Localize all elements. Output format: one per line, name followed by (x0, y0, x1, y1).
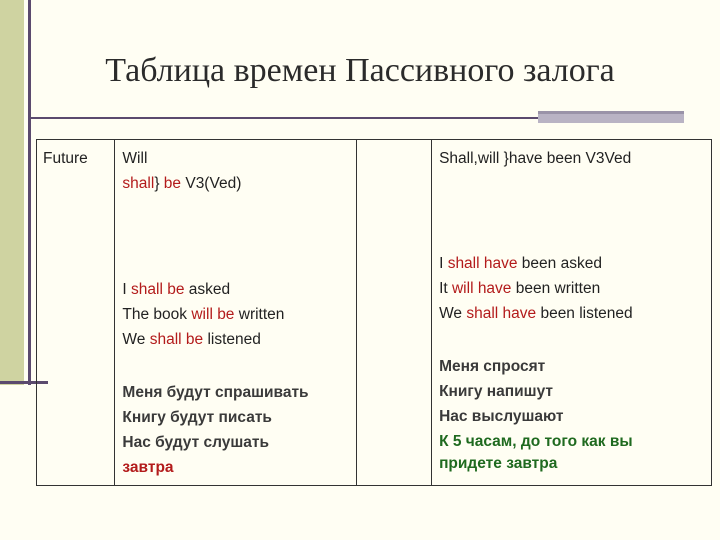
perfect-russian: Книгу напишут (439, 383, 553, 400)
perfect-cell (432, 140, 712, 486)
perfect-example: I shall have been asked (439, 255, 602, 272)
decor-title-underline (28, 117, 538, 119)
simple-formula-line1: Will (122, 150, 148, 167)
simple-cell (115, 140, 356, 486)
tense-cell (37, 140, 115, 486)
decor-underline-block (538, 113, 684, 123)
simple-russian: Нас будут слушать (122, 434, 270, 451)
empty-cell (356, 140, 431, 486)
tense-table (36, 139, 712, 486)
simple-russian: Меня будут спрашивать (122, 384, 309, 401)
perfect-russian: Меня спросят (439, 358, 546, 375)
tense-label: Future (43, 150, 88, 167)
perfect-russian-time: придете завтра (439, 455, 558, 472)
perfect-russian: Нас выслушают (439, 408, 564, 425)
perfect-russian-time: К 5 часам, до того как вы (439, 433, 633, 450)
perfect-formula: Shall,will }have been V3Ved (439, 150, 632, 167)
table-row (37, 140, 712, 486)
page-title: Таблица времен Пассивного залога (105, 52, 615, 89)
perfect-example: We shall have been listened (439, 305, 633, 322)
decor-underline-block-top (538, 111, 684, 114)
simple-formula-line2: shall} be V3(Ved) (122, 175, 242, 192)
simple-russian: Книгу будут писать (122, 409, 272, 426)
simple-example: I shall be asked (122, 281, 231, 298)
simple-example: We shall be listened (122, 331, 261, 348)
simple-example: The book will be written (122, 306, 285, 323)
perfect-example: It will have been written (439, 280, 601, 297)
simple-russian-time: завтра (122, 459, 174, 476)
